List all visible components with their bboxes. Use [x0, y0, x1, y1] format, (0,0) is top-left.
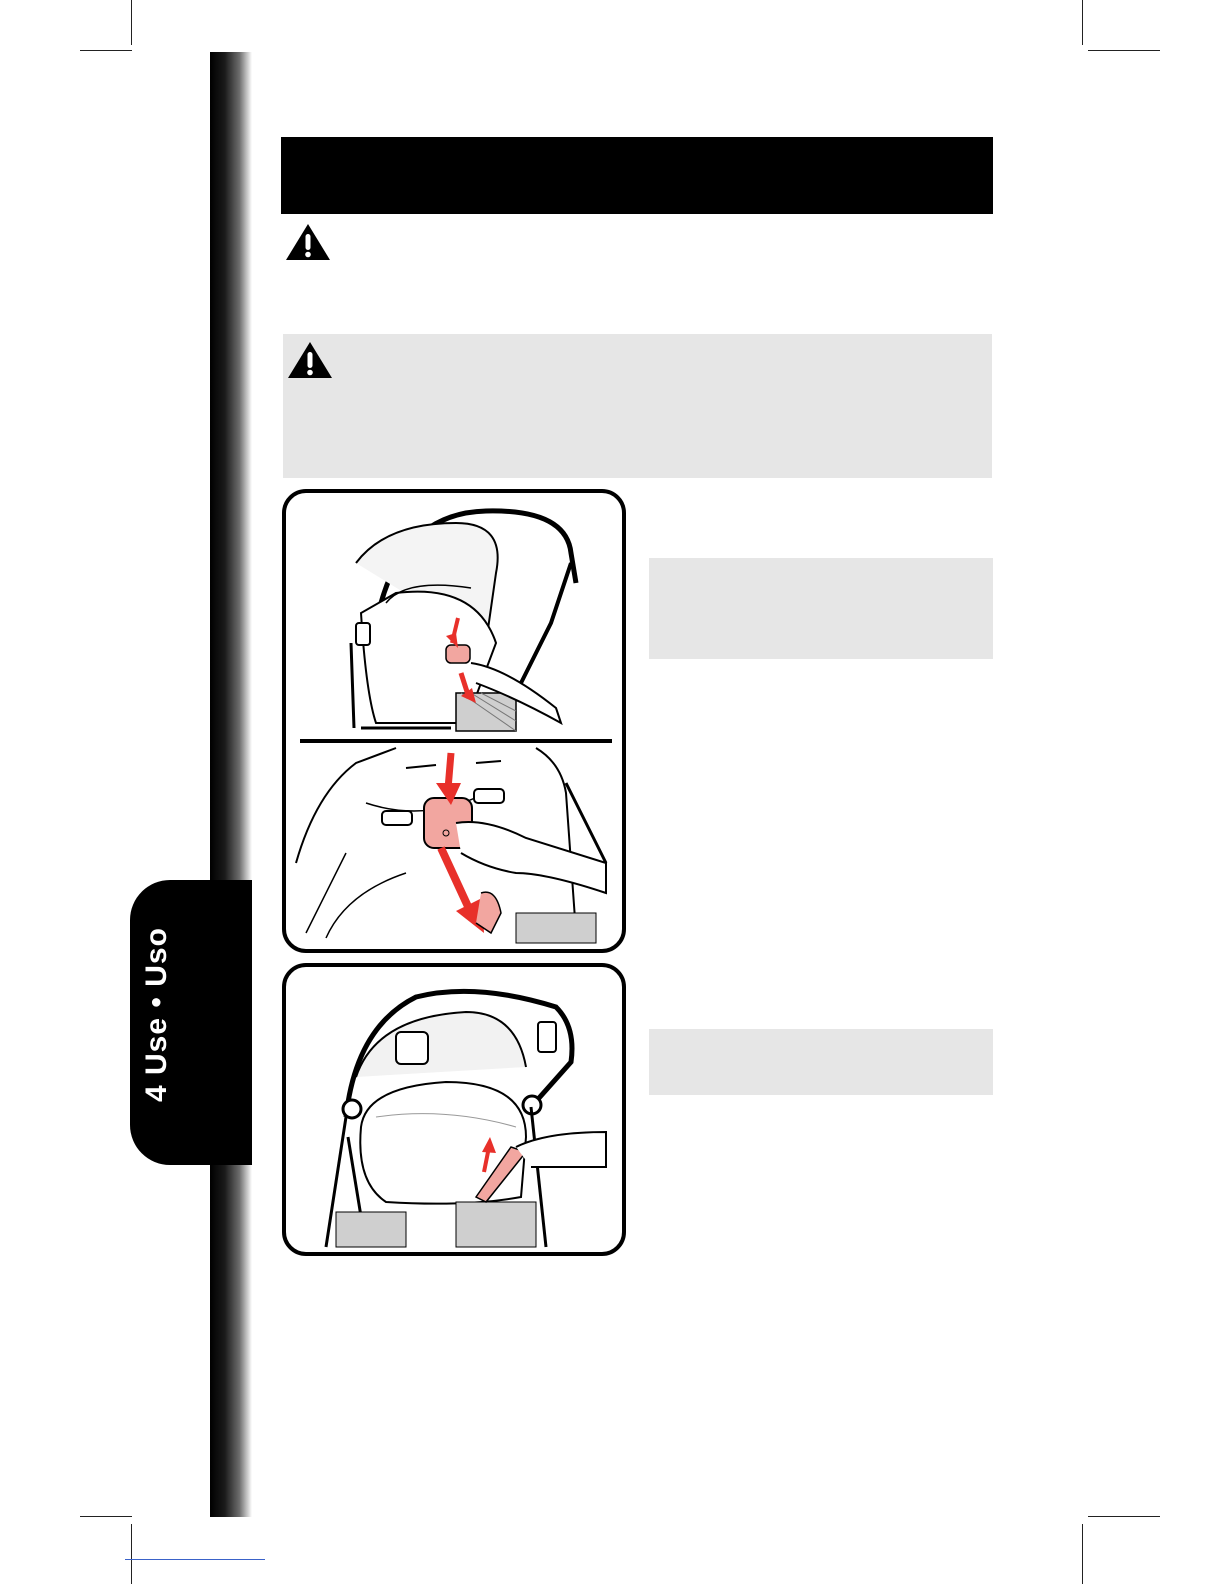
crop-mark: [80, 50, 132, 51]
section-header-bar: [281, 137, 993, 214]
crop-mark: [131, 1524, 132, 1584]
stroller-seat-lift-illustration: [286, 967, 622, 1252]
crop-mark: [80, 1516, 132, 1517]
warning-triangle-icon: [284, 222, 332, 262]
step-2-note-box: [649, 1029, 993, 1095]
illustration-panel-1: [282, 489, 626, 953]
warning-box: [283, 334, 992, 478]
page-spine: [210, 52, 252, 1517]
crop-mark: [1082, 0, 1083, 45]
crop-mark: [1088, 1516, 1160, 1517]
warning-triangle-icon: [286, 340, 334, 380]
crop-mark: [1082, 1524, 1083, 1584]
illustration-panel-2: [282, 963, 626, 1256]
step-1-note-box: [649, 558, 993, 659]
crop-mark: [131, 0, 132, 45]
crop-mark: [1088, 50, 1160, 51]
stroller-seat-release-illustration: [286, 493, 622, 949]
page-footer-rule: [125, 1559, 265, 1560]
section-tab-label: 4 Use • Uso: [140, 927, 173, 1102]
section-header-title: [281, 137, 993, 181]
